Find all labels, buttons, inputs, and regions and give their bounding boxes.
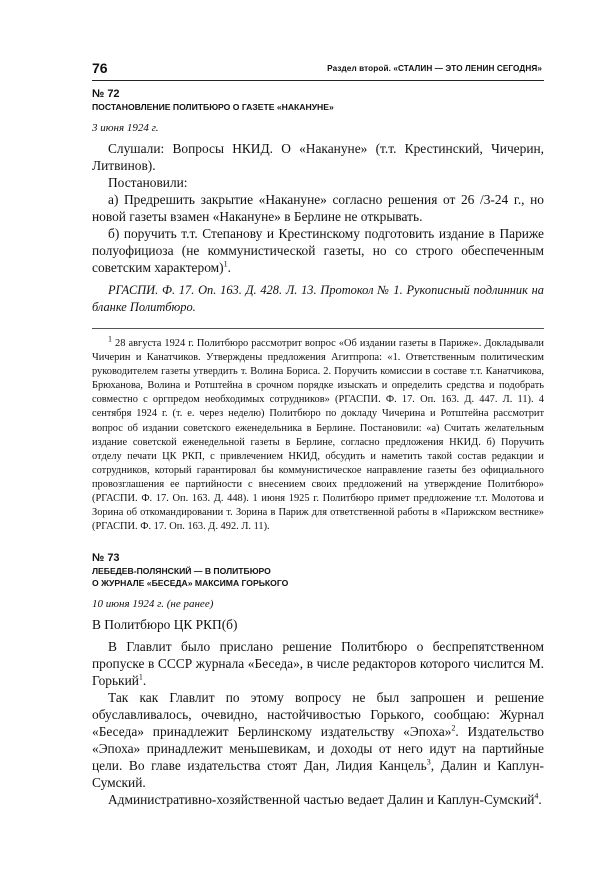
document-72	[92, 88, 544, 534]
footnote	[92, 334, 544, 534]
footnote-ref: 3	[426, 757, 431, 767]
decision-item-a: а) Предрешить закрытие «Накануне» согласно решения от 26 /3-24 г., но новой газеты взамен «Накануне» в Берлине не открывать.	[92, 192, 544, 224]
page-number: 76	[92, 60, 108, 76]
letter-paragraph-3	[92, 791, 544, 808]
decision-item-b	[92, 225, 544, 276]
letter-paragraph-2-part-c: , Далин и Каплун-Сумский.	[92, 758, 544, 791]
letter-paragraph-3-text: Административно-хозяйственной частью ведает Далин и Каплун-Сумский	[108, 792, 535, 808]
decided-label: Постановили:	[108, 175, 188, 190]
decision-item-b-text: б) поручить т.т. Степанову и Крестинскому подготовить издание в Париже полуофициоза (не коммунистической газеты, но со строго обеспеченным советским характером)	[92, 226, 544, 275]
letter-paragraph-2-part-b: . Издательство «Эпоха» принадлежит меньшевикам, и доходы от него идут на партийные цели. Во главе издательства стоят Дан, Лидия Канцель	[92, 724, 544, 774]
addressee: В Политбюро ЦК РКП(б)	[92, 617, 238, 633]
document-date: 3 июня 1924 г.	[92, 122, 159, 134]
letter-paragraph-3-end: .	[538, 792, 542, 808]
document-number: № 73	[92, 552, 120, 565]
document-number: № 72	[92, 88, 120, 100]
footnote-ref: 2	[451, 723, 456, 733]
document-title: ПОСТАНОВЛЕНИЕ ПОЛИТБЮРО О ГАЗЕТЕ «НАКАНУНЕ»	[92, 102, 334, 112]
letter-paragraph-1-end: .	[142, 673, 147, 689]
footnote-text: 28 августа 1924 г. Политбюро рассмотрит вопрос «Об издании газеты в Париже». Докладывали Чичерин и Канатчиков. Утверждены предложения Агитпропа: «1. Ответственным политическим руководителем газеты утвердить т. Волина Бориса. 2. Поручить комиссии в составе т.т. Канатчикова, Брюханова, Волина и Ротштейна в срочном порядке изыскать и определить средства и подобрать совместно с оргпредом необходимых сотрудников» (РГАСПИ. Ф. 17. Оп. 163. Д. 447. Л. 11). 4 сентября 1924 г. (т. е. через неделю) Политбюро по докладу Чичерина и Ротштейна рассмотрит вопрос об издании советского еженедельника в Берлине. Постановили: «а) Считать желательным издание советской еженедельной газеты в Берлине, согласно предложения НКИД. б) Поручить отделу печати ЦК РКП, с привлечением НКИД, обсудить и наметить такой состав редакции и сотрудников, который гарантировал бы коммунистическое направление газеты без официального провозглашения ее партийности с внесением своих предложений на утверждение Политбюро» (РГАСПИ. Ф. 17. Оп. 163. Д. 448). 1 июня 1925 г. Политбюро примет предложение т.т. Молотова и Зорина об откомандировании т. Зорина в Париж для ответственной работы в «Парижском вестнике» (РГАСПИ. Ф. 17. Оп. 163. Д. 492. Л. 11).	[92, 338, 544, 533]
footnote-ref: 1	[223, 259, 228, 269]
running-header	[92, 58, 544, 81]
book-page	[92, 58, 544, 808]
section-title: Раздел второй. «СТАЛИН — ЭТО ЛЕНИН СЕГОДНЯ»	[327, 64, 542, 73]
document-date: 10 июня 1924 г. (не ранее)	[92, 598, 214, 611]
archive-source: РГАСПИ. Ф. 17. Оп. 163. Д. 428. Л. 13. Протокол № 1. Рукописный подлинник на бланке Политбюро.	[92, 283, 544, 314]
footnote-mark: 1	[108, 334, 112, 344]
letter-paragraph-1-text: В Главлит было прислано решение Политбюро о беспрепятственном пропуске в СССР журнала «Беседа», в числе редакторов которого числится М. Горький	[92, 639, 544, 689]
document-title-line-2: О ЖУРНАЛЕ «БЕСЕДА» МАКСИМА ГОРЬКОГО	[92, 578, 289, 589]
document-73	[92, 552, 544, 808]
footnote-divider	[92, 328, 544, 329]
decision-item-b-end: .	[227, 260, 231, 275]
footnote-ref: 1	[138, 672, 143, 682]
letter-paragraph-2-part-a: Так как Главлит по этому вопросу не был запрошен и решение обуславливалось, очевидно, настойчивостью Горького, сообщаю: Журнал «Беседа» принадлежит Берлинскому издательству «Эпоха»	[92, 690, 544, 740]
document-title-line-1: ЛЕБЕДЕВ-ПОЛЯНСКИЙ — В ПОЛИТБЮРО	[92, 566, 271, 577]
heard-paragraph: Слушали: Вопросы НКИД. О «Накануне» (т.т. Крестинский, Чичерин, Литвинов).	[92, 141, 544, 173]
letter-paragraph-2	[92, 689, 544, 791]
letter-paragraph-1	[92, 638, 544, 689]
footnote-ref: 4	[534, 791, 539, 801]
